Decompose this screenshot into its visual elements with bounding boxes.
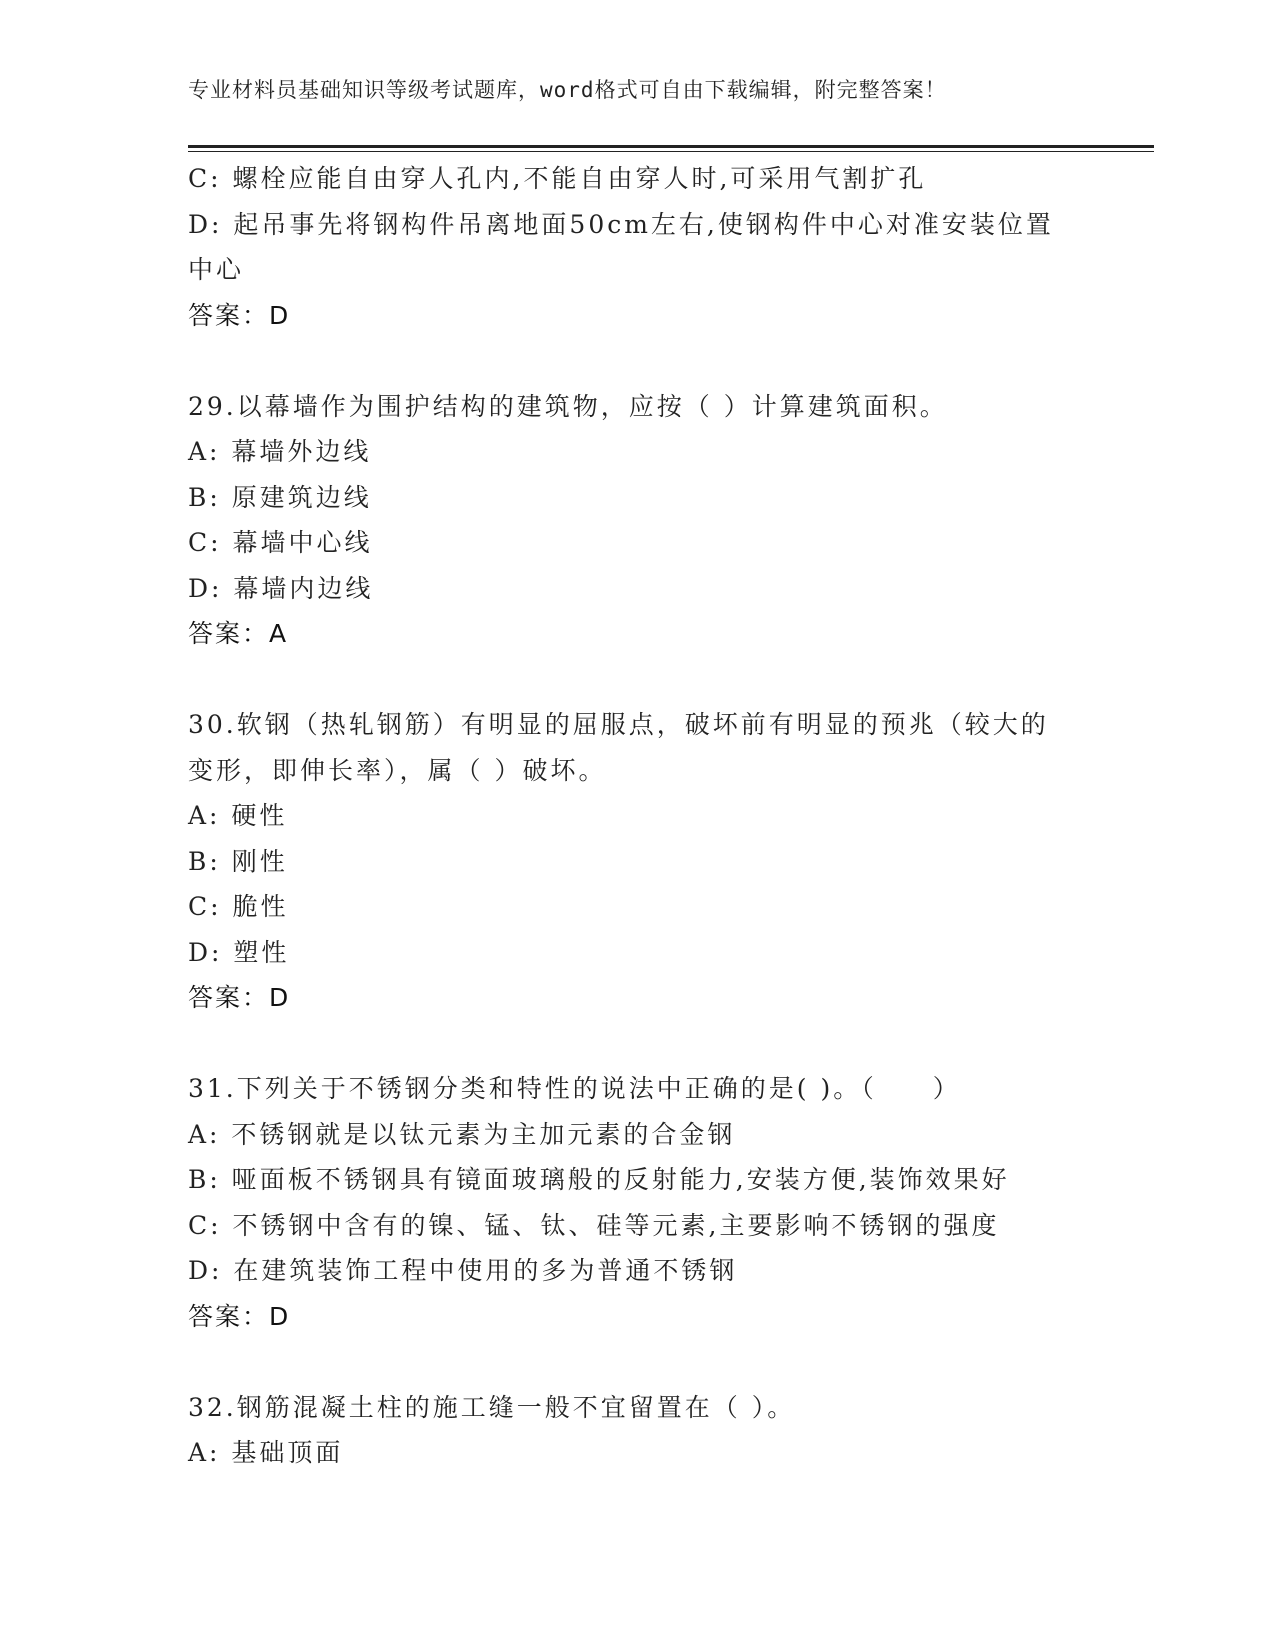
question-text-continued: 变形，即伸长率），属（ ）破坏。 [188,755,607,785]
option-d: D: 在建筑装饰工程中使用的多为普通不锈钢 [188,1256,738,1285]
question-32 [188,1385,1088,1476]
option-b: B: 原建筑边线 [188,482,372,512]
question-31 [188,1066,1088,1339]
option-a: A: 幕墙外边线 [188,437,372,466]
spacer [188,657,1088,703]
header-rule-thin [188,151,1154,152]
question-text: 29.以幕墙作为围护结构的建筑物，应按（ ）计算建筑面积。 [188,391,948,421]
question-text: 30.软钢（热轧钢筋）有明显的屈服点，破坏前有明显的预兆（较大的 [188,710,1049,739]
option-c: C: 螺栓应能自由穿人孔内,不能自由穿人时,可采用气割扩孔 [188,164,927,193]
option-a: A: 基础顶面 [188,1438,344,1467]
option-a: A: 不锈钢就是以钛元素为主加元素的合金钢 [188,1119,736,1149]
spacer [188,338,1088,384]
answer: 答案：D [188,300,291,330]
spacer [188,1021,1088,1067]
answer: 答案：D [188,1301,291,1331]
page-header: 专业材料员基础知识等级考试题库，word格式可自由下载编辑，附完整答案！ [188,78,947,102]
question-29 [188,384,1088,657]
option-d-continued: 中心 [188,255,245,284]
question-text: 32.钢筋混凝土柱的施工缝一般不宜留置在（ ）。 [188,1392,796,1422]
answer: 答案：A [188,619,289,648]
option-d: D: 起吊事先将钢构件吊离地面50cm左右,使钢构件中心对准安装位置 [188,209,1054,239]
option-b: B: 哑面板不锈钢具有镜面玻璃般的反射能力,安装方便,装饰效果好 [188,1165,1010,1194]
option-d: D: 塑性 [188,937,290,967]
question-30 [188,702,1088,1021]
option-c: C: 不锈钢中含有的镍、锰、钛、硅等元素,主要影响不锈钢的强度 [188,1210,1000,1240]
option-c: C: 幕墙中心线 [188,528,373,557]
option-b: B: 刚性 [188,846,288,876]
option-d: D: 幕墙内边线 [188,573,374,603]
question-28-continued [188,156,1088,338]
spacer [188,1339,1088,1385]
option-a: A: 硬性 [188,801,288,830]
option-c: C: 脆性 [188,892,289,921]
document-body [188,156,1088,1476]
header-rule-thick [188,145,1154,148]
question-text: 31.下列关于不锈钢分类和特性的说法中正确的是( )。（ ） [188,1074,961,1103]
answer: 答案：D [188,983,291,1012]
